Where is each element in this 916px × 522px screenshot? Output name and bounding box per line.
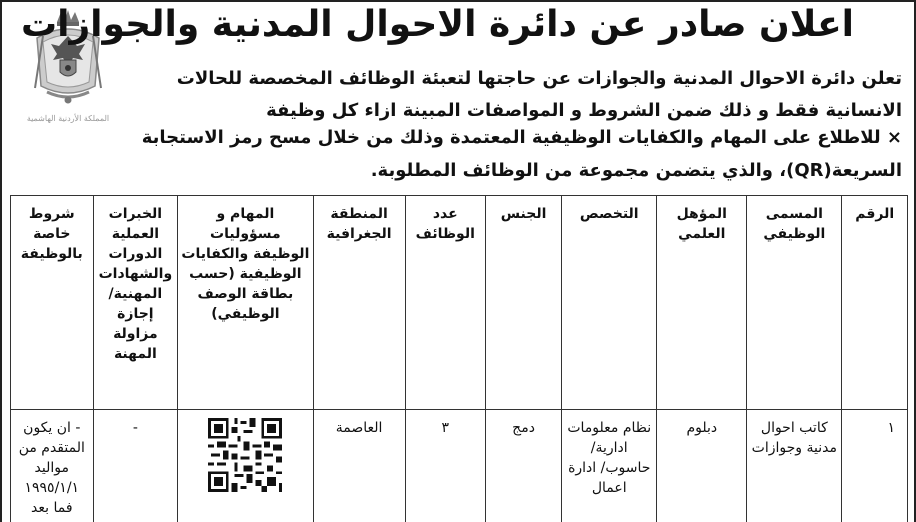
intro-line-3: × للاطلاع على المهام والكفايات الوظيفية المعتمدة وذلك من خلال مسح رمز الاستجابة — [141, 127, 902, 148]
table-row — [11, 410, 908, 522]
table-header-row — [11, 196, 908, 410]
intro-line-4: السريعة(QR)، والذي يتضمن مجموعة من الوظائف المطلوبة. — [370, 160, 902, 181]
header-qualification: المؤهل العلمي — [657, 196, 747, 410]
intro-line-1: تعلن دائرة الاحوال المدنية والجوازات عن حاجتها لتعبئة الوظائف المخصصة للحالات — [176, 68, 902, 89]
cell-specialization: نظام معلومات ادارية/ حاسوب/ ادارة اعمال — [562, 410, 657, 522]
qr-code-icon[interactable] — [208, 418, 282, 492]
cell-gender: دمج — [485, 410, 561, 522]
cell-count: ٣ — [405, 410, 485, 522]
cell-qualification: دبلوم — [657, 410, 747, 522]
cell-duties — [178, 410, 313, 522]
header-conditions: شروط خاصة بالوظيفة — [11, 196, 94, 410]
intro-line-2: الانسانية فقط و ذلك ضمن الشروط و المواصفات المبينة ازاء كل وظيفة — [266, 100, 902, 121]
header-gender: الجنس — [485, 196, 561, 410]
header-title: المسمى الوظيفي — [747, 196, 842, 410]
cell-region: العاصمة — [313, 410, 405, 522]
emblem-caption: المملكة الأردنية الهاشمية — [26, 114, 110, 123]
header-duties: المهام و مسؤوليات الوظيفة والكفايات الوظيفية (حسب بطاقة الوصف الوظيفي) — [178, 196, 313, 410]
page-title: اعلان صادر عن دائرة الاحوال المدنية والجوازات — [20, 4, 854, 45]
cell-num: ١ — [842, 410, 908, 522]
jobs-table — [10, 195, 908, 522]
cell-title: كاتب احوال مدنية وجوازات — [747, 410, 842, 522]
header-region: المنطقة الجغرافية — [313, 196, 405, 410]
header-num: الرقم — [842, 196, 908, 410]
cell-conditions: - ان يكون المتقدم من مواليد ١٩٩٥/١/١ فما بعد — [11, 410, 94, 522]
header-count: عدد الوظائف — [405, 196, 485, 410]
header-experience: الخبرات العملية الدورات والشهادات المهنية/ إجازة مزاولة المهنة — [93, 196, 178, 410]
cell-experience: - — [93, 410, 178, 522]
header-specialization: التخصص — [562, 196, 657, 410]
